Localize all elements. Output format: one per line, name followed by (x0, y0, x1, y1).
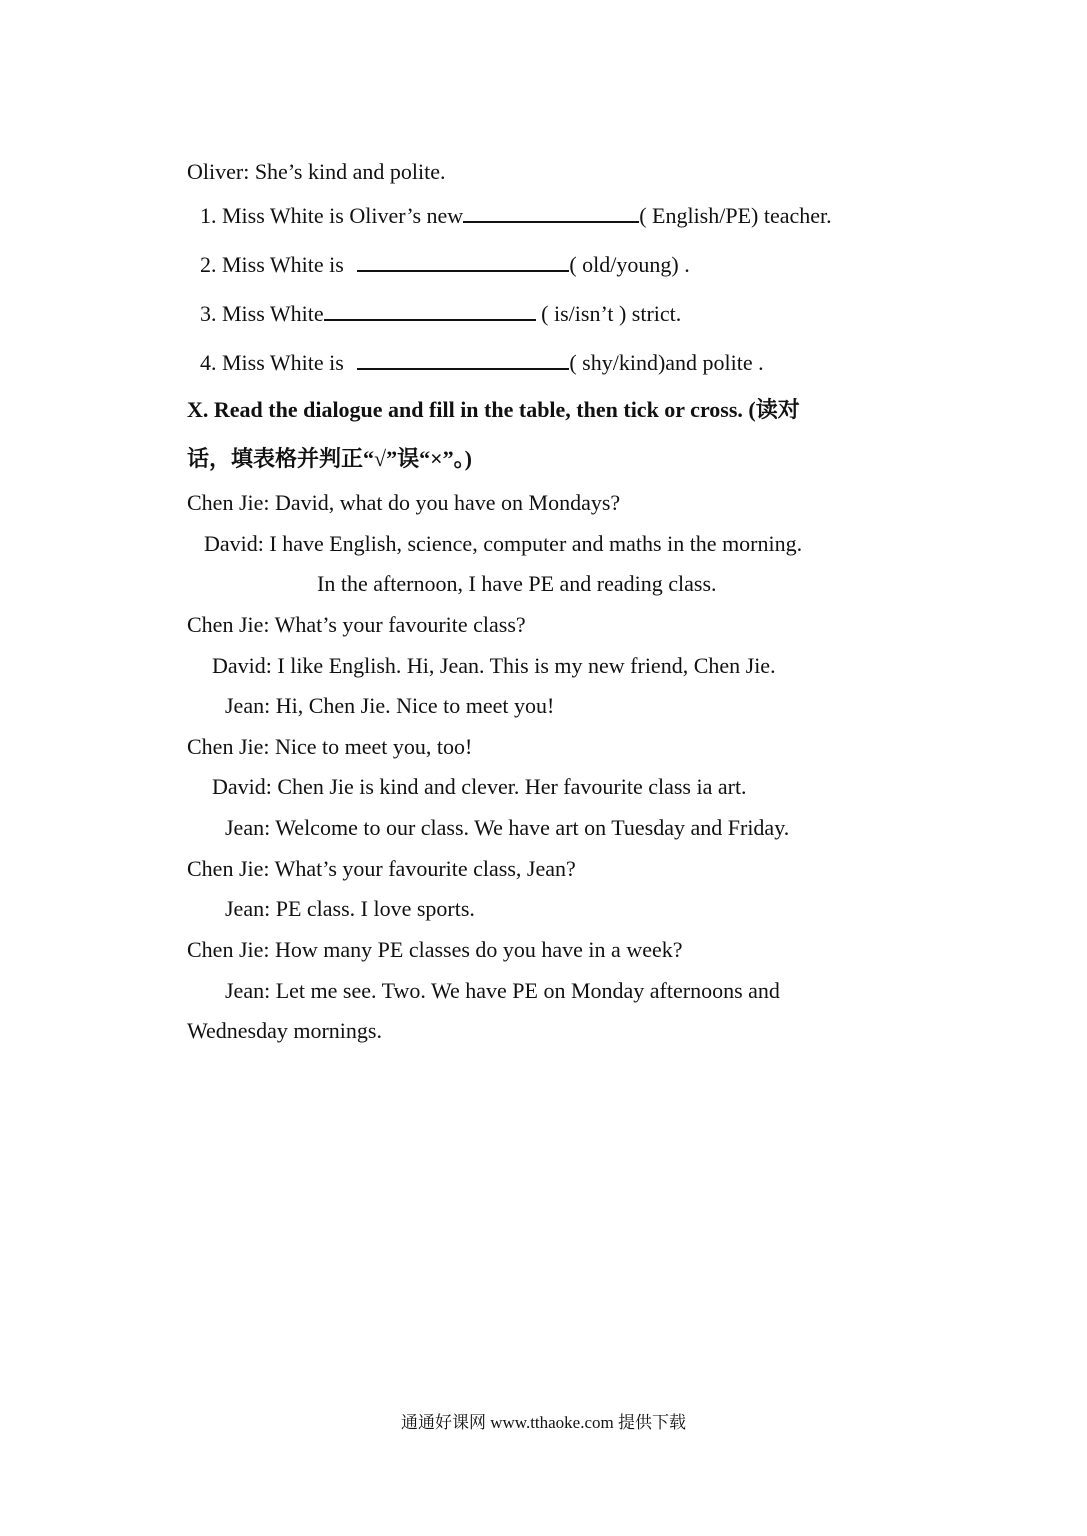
dialogue-line: Jean: Let me see. Two. We have PE on Monday afternoons and (225, 978, 780, 1003)
dialogue-line: Wednesday mornings. (187, 1018, 382, 1043)
dialogue-line: David: I have English, science, computer and maths in the morning. (204, 531, 803, 556)
question-2-text: 2. Miss White is (200, 252, 350, 277)
dialogue-line: Chen Jie: Nice to meet you, too! (187, 734, 473, 759)
dialogue-line: Jean: Welcome to our class. We have art on Tuesday and Friday. (225, 815, 790, 840)
answer-blank-2[interactable] (357, 250, 569, 272)
section-x-heading-line2: 话，填表格并判正“√”误“×”。) (187, 446, 472, 471)
question-2 (200, 250, 690, 279)
page-footer: 通通好课网 www.tthaoke.com 提供下载 (400, 1413, 687, 1432)
section-x-heading-line1: X. Read the dialogue and fill in the table, then tick or cross. (读对 (187, 397, 800, 422)
question-4-text: 4. Miss White is (200, 350, 350, 375)
dialogue-line: Jean: Hi, Chen Jie. Nice to meet you! (225, 693, 555, 718)
dialogue-line: Chen Jie: How many PE classes do you have in a week? (187, 937, 683, 962)
question-2-options: ( old/young) . (569, 252, 690, 277)
answer-blank-4[interactable] (357, 348, 569, 370)
question-1 (200, 201, 832, 230)
question-4 (200, 348, 764, 377)
question-3-text: 3. Miss White (200, 301, 324, 326)
dialogue-line: Chen Jie: What’s your favourite class, Jean? (187, 856, 576, 881)
dialogue-line: David: Chen Jie is kind and clever. Her favourite class ia art. (212, 774, 747, 799)
answer-blank-1[interactable] (463, 201, 639, 223)
answer-blank-3[interactable] (324, 299, 536, 321)
dialogue-line: In the afternoon, I have PE and reading class. (317, 571, 717, 596)
dialogue-line-oliver: Oliver: She’s kind and polite. (187, 159, 446, 184)
question-4-options: ( shy/kind)and polite . (569, 350, 764, 375)
question-1-options: ( English/PE) teacher. (639, 203, 832, 228)
question-3 (200, 299, 681, 328)
question-3-options: ( is/isn’t ) strict. (535, 301, 682, 326)
dialogue-line: Chen Jie: David, what do you have on Mondays? (187, 490, 621, 515)
dialogue-line: David: I like English. Hi, Jean. This is my new friend, Chen Jie. (212, 653, 776, 678)
question-1-text: 1. Miss White is Oliver’s new (200, 203, 464, 228)
dialogue-line: Chen Jie: What’s your favourite class? (187, 612, 526, 637)
dialogue-line: Jean: PE class. I love sports. (225, 896, 475, 921)
